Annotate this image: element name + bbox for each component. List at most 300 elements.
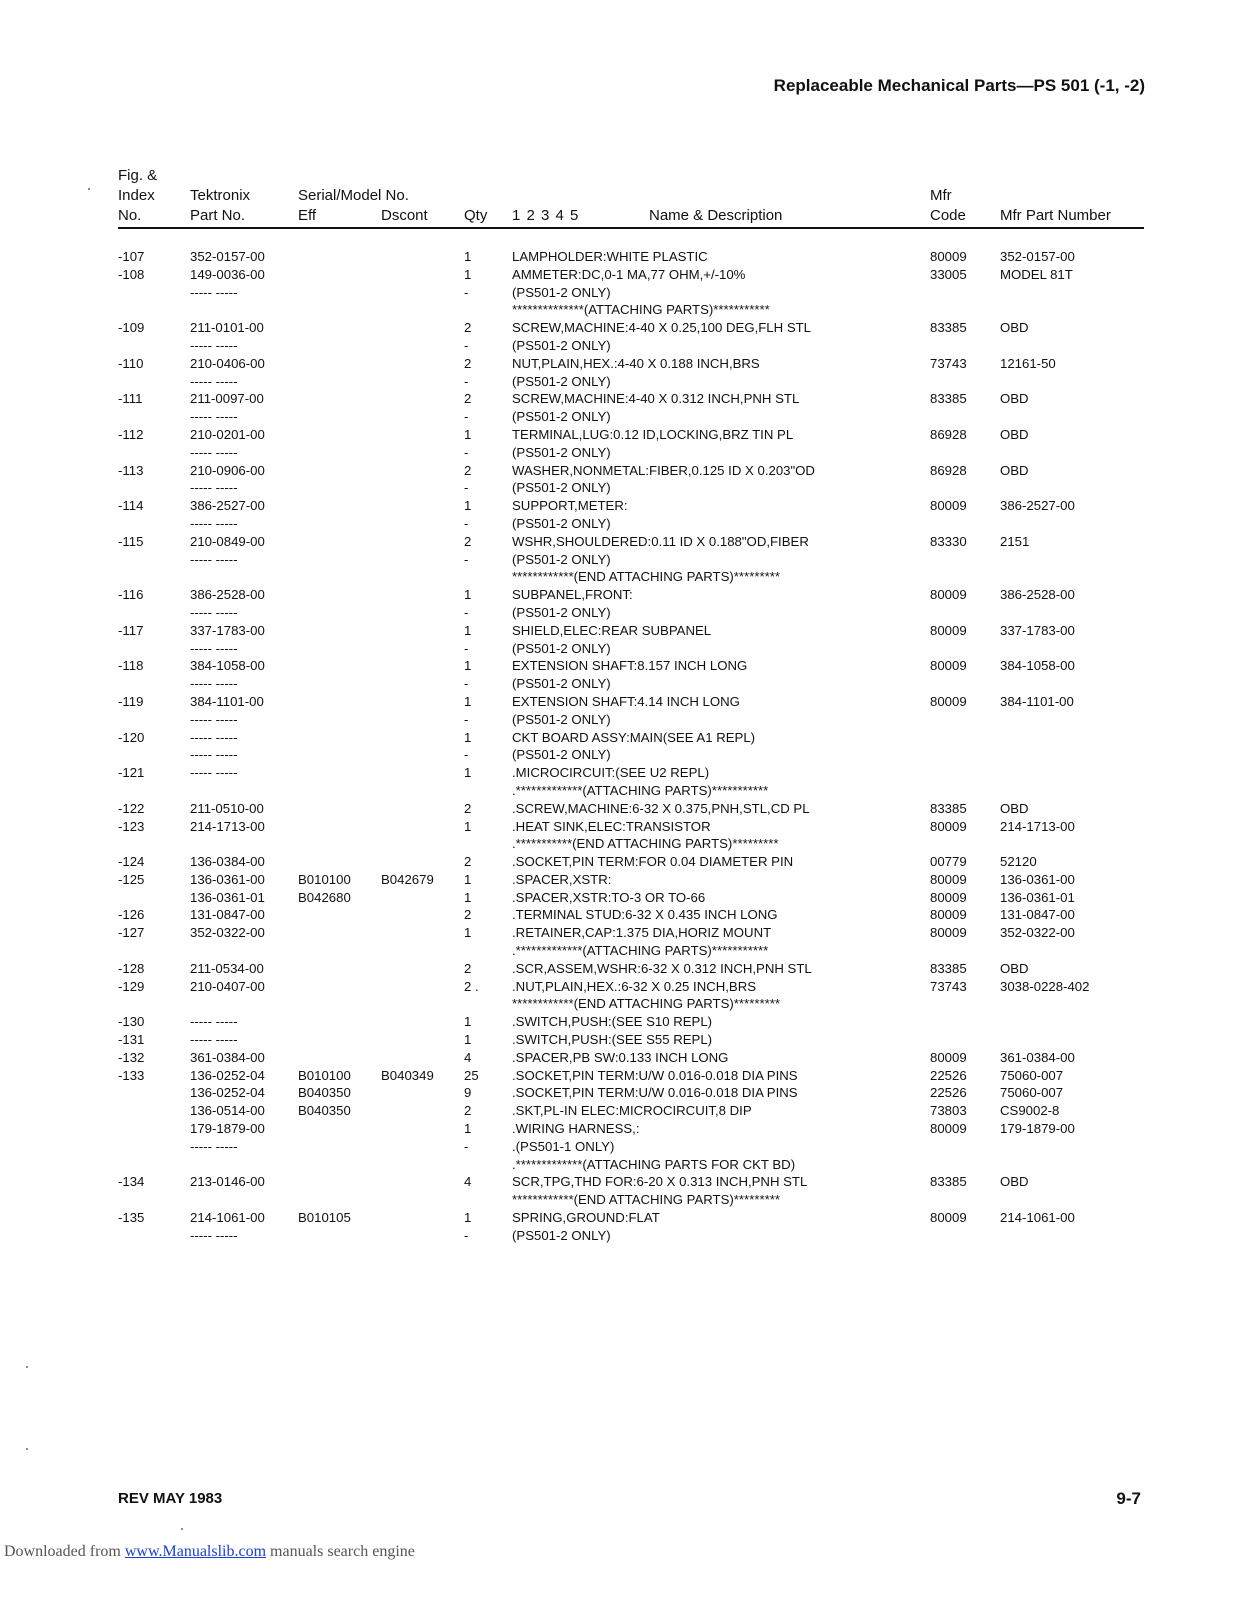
parts-table: [0, 248, 1237, 1245]
qty-cell: -: [464, 409, 469, 425]
qty-cell: 1: [464, 1032, 472, 1048]
qty-cell: 2: [464, 854, 472, 870]
mfr-part-cell: 214-1713-00: [1000, 818, 1075, 834]
mfr-part-cell: 136-0361-01: [1000, 889, 1075, 905]
part-number-cell: ----- -----: [190, 1032, 238, 1048]
download-suffix: manuals search engine: [266, 1543, 415, 1560]
description-cell: (PS501-2 ONLY): [512, 337, 611, 353]
description-cell: .SWITCH,PUSH:(SEE S55 REPL): [512, 1032, 713, 1048]
index-cell: -122: [118, 800, 145, 816]
index-cell: -110: [118, 355, 144, 371]
mfr-part-cell: 131-0847-00: [1000, 907, 1075, 923]
description-cell: .NUT,PLAIN,HEX.:6-32 X 0.25 INCH,BRS: [512, 978, 757, 994]
description-cell: (PS501-2 ONLY): [512, 711, 611, 727]
index-cell: -118: [118, 658, 144, 674]
header-part-no: Part No.: [190, 207, 246, 224]
table-row: [0, 284, 1237, 302]
qty-cell: -: [464, 444, 469, 460]
table-row: [0, 266, 1237, 284]
header-eff: Eff: [298, 207, 317, 224]
table-row: [0, 1156, 1237, 1174]
scan-speck: [181, 1528, 183, 1530]
qty-cell: 1: [464, 622, 472, 638]
part-number-cell: 136-0514-00: [190, 1103, 265, 1119]
part-number-cell: 210-0849-00: [190, 533, 265, 549]
table-row: [0, 586, 1237, 604]
part-number-cell: ----- -----: [190, 747, 238, 763]
table-row: [0, 622, 1237, 640]
part-number-cell: 136-0252-04: [190, 1067, 265, 1083]
index-cell: -123: [118, 818, 145, 834]
description-cell: EXTENSION SHAFT:8.157 INCH LONG: [512, 658, 748, 674]
header-no: No.: [118, 207, 142, 224]
description-cell: **************(ATTACHING PARTS)***********: [512, 302, 770, 318]
index-cell: -115: [118, 533, 144, 549]
table-row: [0, 355, 1237, 373]
mfr-code-cell: 80009: [930, 249, 967, 264]
qty-cell: 1: [464, 1121, 472, 1137]
mfr-code-cell: 80009: [930, 871, 967, 887]
part-number-cell: ----- -----: [190, 765, 238, 781]
mfr-code-cell: 33005: [930, 266, 967, 282]
description-cell: (PS501-2 ONLY): [512, 373, 611, 389]
table-row: [0, 978, 1237, 996]
table-row: [0, 373, 1237, 391]
qty-cell: 2 .: [464, 978, 479, 994]
part-number-cell: 149-0036-00: [190, 266, 265, 282]
mfr-part-cell: 12161-50: [1000, 355, 1056, 371]
mfr-code-cell: 83385: [930, 1174, 967, 1190]
table-row: [0, 942, 1237, 960]
description-cell: SUPPORT,METER:: [512, 498, 628, 514]
table-row: [0, 1227, 1237, 1245]
part-number-cell: ----- -----: [190, 676, 238, 692]
header-mfr-part-number: Mfr Part Number: [1000, 207, 1111, 224]
mfr-part-cell: 361-0384-00: [1000, 1049, 1075, 1065]
mfr-code-cell: 22526: [930, 1067, 967, 1083]
qty-cell: -: [464, 1138, 469, 1154]
mfr-code-cell: 80009: [930, 693, 967, 709]
serial-dscont-cell: B042679: [381, 871, 434, 887]
serial-eff-cell: B010100: [298, 871, 351, 887]
qty-cell: 9: [464, 1085, 472, 1101]
mfr-part-cell: 352-0157-00: [1000, 249, 1075, 264]
table-row: [0, 729, 1237, 747]
mfr-part-cell: 386-2527-00: [1000, 498, 1075, 514]
serial-eff-cell: B040350: [298, 1103, 351, 1119]
part-number-cell: ----- -----: [190, 515, 238, 531]
table-row: [0, 1209, 1237, 1227]
index-cell: -125: [118, 871, 145, 887]
qty-cell: 1: [464, 925, 472, 941]
table-row: [0, 1049, 1237, 1067]
table-row: [0, 1102, 1237, 1120]
table-row: [0, 871, 1237, 889]
mfr-code-cell: 73743: [930, 355, 967, 371]
table-row: [0, 390, 1237, 408]
description-cell: .SCR,ASSEM,WSHR:6-32 X 0.312 INCH,PNH STL: [512, 960, 812, 976]
serial-eff-cell: B010105: [298, 1210, 351, 1226]
part-number-cell: ----- -----: [190, 1227, 238, 1243]
index-cell: -135: [118, 1210, 145, 1226]
qty-cell: 1: [464, 729, 472, 745]
part-number-cell: 352-0157-00: [190, 249, 265, 264]
part-number-cell: ----- -----: [190, 284, 238, 300]
description-cell: .TERMINAL STUD:6-32 X 0.435 INCH LONG: [512, 907, 778, 923]
page-title: Replaceable Mechanical Parts—PS 501 (-1, -2): [773, 76, 1145, 95]
table-row: [0, 497, 1237, 515]
mfr-code-cell: 83385: [930, 960, 967, 976]
table-row: [0, 426, 1237, 444]
table-row: [0, 800, 1237, 818]
mfr-part-cell: 75060-007: [1000, 1067, 1064, 1083]
description-cell: SCREW,MACHINE:4-40 X 0.25,100 DEG,FLH STL: [512, 320, 812, 336]
header-fig: Fig. &: [118, 167, 158, 184]
header-dscont: Dscont: [381, 207, 428, 224]
qty-cell: -: [464, 640, 469, 656]
mfr-part-cell: 2151: [1000, 533, 1030, 549]
qty-cell: 1: [464, 1014, 472, 1030]
part-number-cell: ----- -----: [190, 337, 238, 353]
description-cell: .SOCKET,PIN TERM:FOR 0.04 DIAMETER PIN: [512, 854, 794, 870]
index-cell: -112: [118, 426, 144, 442]
table-row: [0, 319, 1237, 337]
header-code: Code: [930, 207, 966, 224]
description-cell: WSHR,SHOULDERED:0.11 ID X 0.188"OD,FIBER: [512, 533, 809, 549]
mfr-code-cell: 86928: [930, 462, 967, 478]
header-qty: Qty: [464, 207, 488, 224]
qty-cell: 2: [464, 462, 472, 478]
description-cell: AMMETER:DC,0-1 MA,77 OHM,+/-10%: [512, 266, 746, 282]
qty-cell: -: [464, 373, 469, 389]
table-row: [0, 818, 1237, 836]
part-number-cell: 210-0906-00: [190, 462, 265, 478]
part-number-cell: 361-0384-00: [190, 1049, 265, 1065]
table-row: [0, 248, 1237, 266]
header-levels: 1 2 3 4 5: [512, 207, 580, 224]
table-row: [0, 604, 1237, 622]
part-number-cell: ----- -----: [190, 711, 238, 727]
description-cell: .SPACER,XSTR:: [512, 871, 612, 887]
description-cell: .HEAT SINK,ELEC:TRANSISTOR: [512, 818, 711, 834]
table-header: [0, 166, 1237, 230]
description-cell: .WIRING HARNESS,:: [512, 1121, 640, 1137]
table-row: [0, 711, 1237, 729]
index-cell: -119: [118, 693, 144, 709]
description-cell: (PS501-2 ONLY): [512, 409, 611, 425]
qty-cell: -: [464, 711, 469, 727]
part-number-cell: 136-0361-00: [190, 871, 265, 887]
part-number-cell: 386-2528-00: [190, 587, 265, 603]
qty-cell: 1: [464, 587, 472, 603]
part-number-cell: 131-0847-00: [190, 907, 265, 923]
description-cell: SUBPANEL,FRONT:: [512, 587, 633, 603]
qty-cell: 2: [464, 907, 472, 923]
header-index: Index: [118, 187, 155, 204]
qty-cell: -: [464, 337, 469, 353]
table-row: [0, 1031, 1237, 1049]
table-row: [0, 640, 1237, 658]
mfr-code-cell: 80009: [930, 907, 967, 923]
mfr-code-cell: 73803: [930, 1103, 967, 1119]
description-cell: .*************(ATTACHING PARTS)***********: [512, 943, 769, 959]
table-row: [0, 889, 1237, 907]
manualslib-link[interactable]: www.Manualslib.com: [124, 1543, 267, 1560]
description-cell: .SPACER,XSTR:TO-3 OR TO-66: [512, 889, 706, 905]
description-cell: .SOCKET,PIN TERM:U/W 0.016-0.018 DIA PINS: [512, 1085, 798, 1101]
mfr-code-cell: 80009: [930, 658, 967, 674]
qty-cell: 1: [464, 249, 472, 264]
part-number-cell: ----- -----: [190, 729, 238, 745]
table-row: [0, 479, 1237, 497]
description-cell: LAMPHOLDER:WHITE PLASTIC: [512, 249, 708, 264]
part-number-cell: 210-0406-00: [190, 355, 265, 371]
table-row: [0, 1084, 1237, 1102]
description-cell: .SWITCH,PUSH:(SEE S10 REPL): [512, 1014, 713, 1030]
mfr-part-cell: 384-1058-00: [1000, 658, 1075, 674]
mfr-part-cell: 52120: [1000, 854, 1037, 870]
qty-cell: 1: [464, 426, 472, 442]
index-cell: -128: [118, 960, 145, 976]
qty-cell: 2: [464, 800, 472, 816]
mfr-code-cell: 80009: [930, 1049, 967, 1065]
qty-cell: -: [464, 551, 469, 567]
qty-cell: 1: [464, 266, 472, 282]
description-cell: .SOCKET,PIN TERM:U/W 0.016-0.018 DIA PINS: [512, 1067, 798, 1083]
description-cell: CKT BOARD ASSY:MAIN(SEE A1 REPL): [512, 729, 756, 745]
description-cell: .***********(END ATTACHING PARTS)*********: [512, 836, 779, 852]
qty-cell: -: [464, 515, 469, 531]
table-row: [0, 995, 1237, 1013]
part-number-cell: ----- -----: [190, 444, 238, 460]
description-cell: SHIELD,ELEC:REAR SUBPANEL: [512, 622, 712, 638]
description-cell: (PS501-2 ONLY): [512, 480, 611, 496]
mfr-code-cell: 80009: [930, 587, 967, 603]
mfr-part-cell: 352-0322-00: [1000, 925, 1075, 941]
table-row: [0, 408, 1237, 426]
qty-cell: 4: [464, 1049, 472, 1065]
mfr-part-cell: 3038-0228-402: [1000, 978, 1090, 994]
description-cell: .SKT,PL-IN ELEC:MICROCIRCUIT,8 DIP: [512, 1103, 752, 1119]
qty-cell: 1: [464, 765, 472, 781]
part-number-cell: 384-1058-00: [190, 658, 265, 674]
table-row: [0, 533, 1237, 551]
part-number-cell: 179-1879-00: [190, 1121, 265, 1137]
mfr-code-cell: 73743: [930, 978, 967, 994]
mfr-code-cell: 22526: [930, 1085, 967, 1101]
table-row: [0, 853, 1237, 871]
description-cell: .RETAINER,CAP:1.375 DIA,HORIZ MOUNT: [512, 925, 772, 941]
scan-speck: [26, 1366, 28, 1368]
part-number-cell: 211-0097-00: [190, 391, 264, 407]
part-number-cell: ----- -----: [190, 604, 238, 620]
index-cell: -109: [118, 320, 145, 336]
description-cell: .MICROCIRCUIT:(SEE U2 REPL): [512, 765, 710, 781]
qty-cell: 2: [464, 391, 472, 407]
mfr-part-cell: 384-1101-00: [1000, 693, 1074, 709]
mfr-part-cell: OBD: [1000, 462, 1029, 478]
index-cell: -114: [118, 498, 144, 514]
qty-cell: 1: [464, 871, 472, 887]
part-number-cell: 136-0384-00: [190, 854, 265, 870]
index-cell: -113: [118, 462, 144, 478]
header-rule: [118, 227, 1144, 229]
mfr-part-cell: 386-2528-00: [1000, 587, 1075, 603]
mfr-code-cell: 83385: [930, 391, 967, 407]
description-cell: EXTENSION SHAFT:4.14 INCH LONG: [512, 693, 740, 709]
header-serial: Serial/Model No.: [298, 187, 409, 204]
qty-cell: 2: [464, 320, 472, 336]
table-row: [0, 906, 1237, 924]
index-cell: -129: [118, 978, 145, 994]
table-row: [0, 551, 1237, 569]
table-row: [0, 835, 1237, 853]
index-cell: -121: [118, 765, 145, 781]
part-number-cell: 136-0252-04: [190, 1085, 265, 1101]
mfr-part-cell: 337-1783-00: [1000, 622, 1075, 638]
mfr-part-cell: OBD: [1000, 800, 1029, 816]
mfr-part-cell: 179-1879-00: [1000, 1121, 1075, 1137]
qty-cell: 2: [464, 355, 472, 371]
qty-cell: -: [464, 1227, 469, 1243]
table-row: [0, 568, 1237, 586]
part-number-cell: ----- -----: [190, 409, 238, 425]
description-cell: ************(END ATTACHING PARTS)*********: [512, 569, 780, 585]
mfr-code-cell: 83385: [930, 320, 967, 336]
index-cell: -132: [118, 1049, 145, 1065]
qty-cell: 1: [464, 658, 472, 674]
part-number-cell: ----- -----: [190, 640, 238, 656]
mfr-code-cell: 83330: [930, 533, 967, 549]
description-cell: .(PS501-1 ONLY): [512, 1138, 615, 1154]
table-row: [0, 1191, 1237, 1209]
table-row: [0, 675, 1237, 693]
mfr-part-cell: OBD: [1000, 1174, 1029, 1190]
table-row: [0, 693, 1237, 711]
table-row: [0, 301, 1237, 319]
mfr-part-cell: 136-0361-00: [1000, 871, 1075, 887]
mfr-code-cell: 80009: [930, 818, 967, 834]
qty-cell: 1: [464, 1210, 472, 1226]
serial-eff-cell: B010100: [298, 1067, 351, 1083]
index-cell: -117: [118, 622, 144, 638]
index-cell: -116: [118, 587, 144, 603]
description-cell: .*************(ATTACHING PARTS FOR CKT BD): [512, 1156, 796, 1172]
page-number: 9-7: [1116, 1489, 1141, 1508]
description-cell: (PS501-2 ONLY): [512, 551, 611, 567]
part-number-cell: 352-0322-00: [190, 925, 265, 941]
table-row: [0, 1173, 1237, 1191]
description-cell: SPRING,GROUND:FLAT: [512, 1210, 660, 1226]
index-cell: -126: [118, 907, 145, 923]
description-cell: .*************(ATTACHING PARTS)***********: [512, 782, 769, 798]
mfr-part-cell: CS9002-8: [1000, 1103, 1060, 1119]
part-number-cell: ----- -----: [190, 1138, 238, 1154]
description-cell: .SPACER,PB SW:0.133 INCH LONG: [512, 1049, 729, 1065]
mfr-part-cell: 75060-007: [1000, 1085, 1064, 1101]
qty-cell: 25: [464, 1067, 479, 1083]
table-row: [0, 462, 1237, 480]
serial-dscont-cell: B040349: [381, 1067, 434, 1083]
table-row: [0, 1120, 1237, 1138]
description-cell: ************(END ATTACHING PARTS)*********: [512, 996, 780, 1012]
mfr-code-cell: 80009: [930, 498, 967, 514]
table-row: [0, 657, 1237, 675]
part-number-cell: ----- -----: [190, 480, 238, 496]
index-cell: -108: [118, 266, 145, 282]
mfr-part-cell: OBD: [1000, 320, 1029, 336]
description-cell: NUT,PLAIN,HEX.:4-40 X 0.188 INCH,BRS: [512, 355, 760, 371]
table-row: [0, 1013, 1237, 1031]
download-prefix: Downloaded from: [4, 1543, 125, 1560]
mfr-code-cell: 00779: [930, 854, 967, 870]
table-row: [0, 515, 1237, 533]
description-cell: (PS501-2 ONLY): [512, 604, 611, 620]
mfr-part-cell: 214-1061-00: [1000, 1210, 1075, 1226]
part-number-cell: 211-0101-00: [190, 320, 264, 336]
description-cell: (PS501-2 ONLY): [512, 284, 611, 300]
part-number-cell: 210-0201-00: [190, 426, 265, 442]
description-cell: .SCREW,MACHINE:6-32 X 0.375,PNH,STL,CD PL: [512, 800, 810, 816]
table-row: [0, 764, 1237, 782]
mfr-code-cell: 80009: [930, 1210, 967, 1226]
description-cell: WASHER,NONMETAL:FIBER,0.125 ID X 0.203"OD: [512, 462, 815, 478]
qty-cell: 2: [464, 533, 472, 549]
part-number-cell: 384-1101-00: [190, 693, 264, 709]
index-cell: -120: [118, 729, 145, 745]
part-number-cell: 211-0510-00: [190, 800, 264, 816]
index-cell: -107: [118, 249, 145, 264]
table-row: [0, 337, 1237, 355]
header-tektronix: Tektronix: [190, 187, 251, 204]
qty-cell: 2: [464, 960, 472, 976]
qty-cell: 4: [464, 1174, 472, 1190]
qty-cell: -: [464, 604, 469, 620]
mfr-part-cell: OBD: [1000, 960, 1029, 976]
description-cell: (PS501-2 ONLY): [512, 640, 611, 656]
table-row: [0, 444, 1237, 462]
table-row: [0, 1138, 1237, 1156]
mfr-part-cell: OBD: [1000, 426, 1029, 442]
qty-cell: 1: [464, 889, 472, 905]
qty-cell: -: [464, 480, 469, 496]
qty-cell: 2: [464, 1103, 472, 1119]
part-number-cell: 214-1061-00: [190, 1210, 265, 1226]
part-number-cell: ----- -----: [190, 373, 238, 389]
description-cell: TERMINAL,LUG:0.12 ID,LOCKING,BRZ TIN PL: [512, 426, 794, 442]
qty-cell: 1: [464, 693, 472, 709]
mfr-code-cell: 86928: [930, 426, 967, 442]
part-number-cell: 214-1713-00: [190, 818, 265, 834]
mfr-code-cell: 80009: [930, 1121, 967, 1137]
qty-cell: -: [464, 747, 469, 763]
part-number-cell: 213-0146-00: [190, 1174, 265, 1190]
header-mfr: Mfr: [930, 187, 952, 204]
description-cell: ************(END ATTACHING PARTS)*********: [512, 1192, 780, 1208]
index-cell: -134: [118, 1174, 145, 1190]
qty-cell: -: [464, 284, 469, 300]
index-cell: -131: [118, 1032, 145, 1048]
table-row: [0, 960, 1237, 978]
description-cell: (PS501-2 ONLY): [512, 1227, 611, 1243]
index-cell: -127: [118, 925, 145, 941]
table-row: [0, 782, 1237, 800]
description-cell: (PS501-2 ONLY): [512, 515, 611, 531]
part-number-cell: 211-0534-00: [190, 960, 264, 976]
part-number-cell: 386-2527-00: [190, 498, 265, 514]
description-cell: SCR,TPG,THD FOR:6-20 X 0.313 INCH,PNH STL: [512, 1174, 808, 1190]
description-cell: (PS501-2 ONLY): [512, 747, 611, 763]
